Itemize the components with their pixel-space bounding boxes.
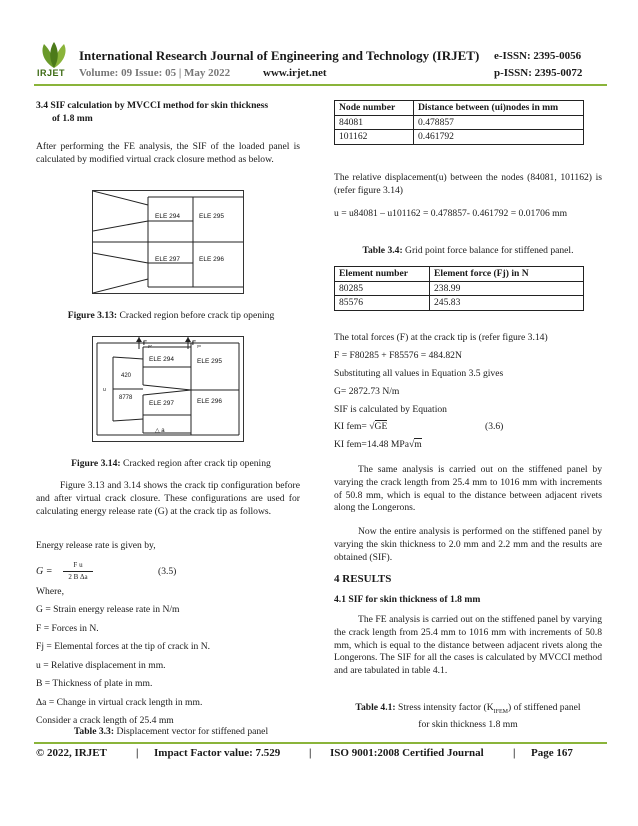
figure-3-14-caption-label: Figure 3.14: — [71, 458, 121, 469]
u-equation: u = u84081 – u101162 = 0.478857- 0.461792 = 0.01706 mm — [334, 208, 568, 219]
footer-impact-factor: Impact Factor value: 7.529 — [154, 747, 281, 759]
figure-3-13-caption-text: Cracked region before crack tip opening — [117, 310, 275, 321]
table-3-4-caption-label: Table 3.4: — [362, 245, 403, 256]
eq35-denominator: 2 B Δa — [68, 573, 88, 581]
journal-logo — [34, 40, 74, 80]
definition-item: u = Relative displacement in mm. — [36, 659, 166, 671]
volume-issue: Volume: 09 Issue: 05 | May 2022 — [79, 67, 231, 79]
table-header-cell: Element number — [335, 267, 430, 282]
ki-fem-sqrt-arg: GE — [374, 421, 388, 432]
table-4-1-caption-line2: for skin thickness 1.8 mm — [418, 718, 518, 730]
definition-item: F = Forces in N. — [36, 622, 99, 634]
eissn: e-ISSN: 2395-0056 — [494, 50, 582, 62]
table-4-1-caption — [334, 702, 602, 732]
table-3-3-caption-text: Displacement vector for stiffened panel — [114, 726, 269, 737]
definition-item: Fj = Elemental forces at the tip of crack in N. — [36, 641, 211, 652]
table-3-4-caption — [334, 245, 602, 258]
paragraph-figures: Figure 3.13 and 3.14 shows the crack tip configuration before and after virtual crack closure. These configurations are used for calculating energy release rate (G) at the crack tip as follows. — [36, 480, 300, 517]
table-4-1-caption-label: Table 4.1: — [355, 702, 396, 713]
table-header-cell: Node number — [335, 101, 414, 116]
fig313-label-ele296: ELE 296 — [199, 256, 224, 263]
footer-divider: | — [309, 747, 312, 759]
ki-fem-tag: (3.6) — [485, 421, 504, 432]
section-heading-line1: 3.4 SIF calculation by MVCCI method for skin thickness — [36, 100, 269, 111]
ki-fem-value — [334, 439, 422, 452]
f-equation: F = F80285 + F85576 = 484.82N — [334, 350, 462, 361]
table-header-cell: Element force (Fj) in N — [430, 267, 584, 282]
fig314-label-node-420: 420 — [121, 373, 132, 379]
footer-bar — [34, 746, 607, 762]
paragraph-substituting: Substituting all values in Equation 3.5 gives — [334, 368, 504, 379]
website-link[interactable]: www.irjet.net — [263, 67, 327, 79]
figure-3-13-mesh — [93, 191, 243, 293]
sqrt-symbol: √ — [369, 421, 375, 432]
ki-fem-lhs: KI fem= — [334, 421, 370, 432]
table-row — [335, 115, 584, 130]
intro-paragraph: After performing the FE analysis, the SIF of the loaded panel is calculated by modified virtual crack closure method as below. — [36, 141, 300, 165]
figure-3-13-caption — [36, 310, 306, 323]
table-cell: 85576 — [335, 296, 430, 311]
eq35-fraction-bar — [63, 571, 93, 572]
fig314-label-ele295: ELE 295 — [197, 358, 222, 365]
table-3-4 — [334, 266, 584, 311]
figure-3-14 — [92, 336, 244, 442]
fig314-label-force2-sub: yx — [197, 343, 201, 348]
table-header-cell: Distance between (ui)nodes in mm — [414, 101, 584, 116]
table-cell: 0.478857 — [414, 115, 584, 130]
fig314-label-delta-a: △ a — [155, 428, 165, 434]
footer-divider: | — [136, 747, 139, 759]
figure-3-13-caption-label: Figure 3.13: — [67, 310, 118, 321]
definition-item: Consider a crack length of 25.4 mm — [36, 715, 174, 726]
fig314-label-force2: F — [192, 340, 196, 347]
figure-3-14-caption-text: Cracked region after crack tip opening — [120, 458, 271, 469]
fig313-label-ele294: ELE 294 — [155, 213, 180, 220]
section-heading-line2: of 1.8 mm — [52, 112, 93, 124]
table-cell: 238.99 — [430, 281, 584, 296]
table-cell: 0.461792 — [414, 130, 584, 145]
table-cell: 101162 — [335, 130, 414, 145]
paragraph-relative-displacement: The relative displacement(u) between the nodes (84081, 101162) is (refer figure 3.14) — [334, 172, 602, 196]
table-row — [335, 281, 584, 296]
footer-divider: | — [513, 747, 516, 759]
table-row — [335, 296, 584, 311]
table-cell: 84081 — [335, 115, 414, 130]
fig314-label-force1: F — [143, 340, 147, 347]
equation-3-5 — [36, 560, 300, 586]
paragraph-sif-by: SIF is calculated by Equation — [334, 404, 447, 415]
journal-title: International Research Journal of Engineering and Technology (IRJET) — [79, 48, 480, 63]
logo-text: IRJET — [37, 68, 66, 78]
paragraph-total-forces: The total forces (F) at the crack tip is (refer figure 3.14) — [334, 332, 548, 343]
results-heading: 4 RESULTS — [334, 573, 392, 585]
section-heading — [36, 100, 306, 126]
footer-rule — [34, 742, 607, 744]
footer-copyright: © 2022, IRJET — [36, 747, 107, 759]
figure-3-13 — [92, 190, 244, 294]
where-label: Where, — [36, 586, 64, 597]
paragraph-4-1: The FE analysis is carried out on the stiffened panel by varying the crack length from 25.4 mm to 1016 mm with increments of 50.8 mm, which is equal to the distance between adjacent rivets along the Longerons. The SIF for all the cases is calculated by MVCCI method and are tabulated in table 4.1. — [334, 614, 602, 677]
fig313-label-ele295: ELE 295 — [199, 213, 224, 220]
pissn: p-ISSN: 2395-0072 — [494, 67, 583, 79]
table-header-row — [335, 267, 584, 282]
table-header-row — [335, 101, 584, 116]
sqrt-symbol: √ — [408, 439, 415, 450]
fig314-label-ele297: ELE 297 — [149, 400, 174, 407]
definition-item: Δa = Change in virtual crack length in mm. — [36, 696, 203, 708]
ki-fem-value-lhs: KI fem=14.48 MPa — [334, 439, 409, 450]
footer-page-number: Page 167 — [531, 747, 573, 759]
ki-fem-equation — [334, 421, 602, 434]
table-4-1-caption-sub: IFEM — [493, 708, 508, 715]
g-value: G= 2872.73 N/m — [334, 386, 400, 397]
table-4-1-caption-text-b: ) of stiffened panel — [508, 702, 581, 713]
eq35-lhs: G = — [36, 566, 53, 577]
fig313-label-ele297: ELE 297 — [155, 256, 180, 263]
definition-item: B = Thickness of plate in mm. — [36, 678, 153, 689]
table-cell: 80285 — [335, 281, 430, 296]
fig314-label-node-8778: 8778 — [119, 395, 133, 401]
table-3-3 — [334, 100, 584, 145]
figure-3-14-mesh — [93, 337, 243, 441]
footer-iso: ISO 9001:2008 Certified Journal — [330, 747, 484, 759]
figure-3-14-caption — [36, 458, 306, 471]
table-4-1-caption-line1 — [334, 702, 602, 719]
paragraph-entire-analysis: Now the entire analysis is performed on the stiffened panel by varying the skin thickness to 2.0 mm and 2.2 mm and the results are obtained (SIF). — [334, 526, 602, 563]
fig314-label-ele296: ELE 296 — [197, 398, 222, 405]
table-cell: 245.83 — [430, 296, 584, 311]
table-row — [335, 130, 584, 145]
table-4-1-caption-text: Stress intensity factor (K — [395, 702, 494, 713]
definitions-list — [36, 604, 300, 734]
definition-item: G = Strain energy release rate in N/m — [36, 604, 180, 615]
ki-fem-value-sqrt-arg: m — [414, 439, 422, 450]
table-3-4-caption-text: Grid point force balance for stiffened panel. — [402, 245, 574, 256]
paragraph-same-analysis: The same analysis is carried out on the stiffened panel by varying the crack length from 25.4 mm to 1016 mm with increments of 50.8 mm, which is equal to the distance between adjacent rivets along the Longerons. — [334, 464, 602, 514]
fig314-label-ele294: ELE 294 — [149, 356, 174, 363]
eq35-numerator: F u — [73, 561, 83, 569]
paragraph-energy-release: Energy release rate is given by, — [36, 540, 156, 551]
header-rule — [34, 84, 607, 86]
table-3-3-caption-label: Table 3.3: — [73, 726, 115, 737]
eq35-tag: (3.5) — [158, 566, 177, 577]
fig314-label-u: u — [103, 387, 106, 393]
table-3-3-caption — [36, 726, 306, 739]
subsection-heading-4-1: 4.1 SIF for skin thickness of 1.8 mm — [334, 594, 481, 605]
fig314-label-force1-sub: yz — [148, 343, 152, 348]
